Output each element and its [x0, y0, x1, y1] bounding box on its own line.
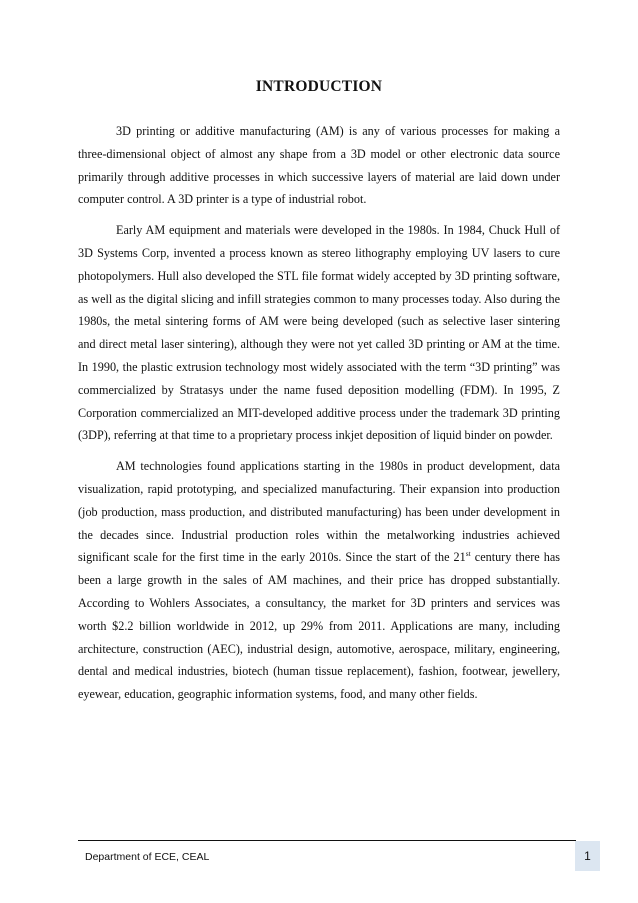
paragraph-applications	[78, 455, 560, 706]
paragraph-history	[78, 219, 560, 447]
paragraph-text: Early AM equipment and materials were developed in the 1980s. In 1984, Chuck Hull of 3D Systems Corp, invented a process known as stereo lithography employing UV lasers to cure photopolymers. Hull also developed the STL file format widely accepted by 3D printing software, as well as the digital slicing and infill strategies common to many processes today. Also during the 1980s, the metal sintering forms of AM were being developed (such as selective laser sintering and direct metal laser sintering), although they were not yet called 3D printing or AM at the time. In 1990, the plastic extrusion technology most widely associated with the term “3D printing” was commercialized by Stratasys under the name fused deposition modelling (FDM). In 1995, Z Corporation commercialized an MIT-developed additive process under the trademark 3D printing (3DP), referring at that time to a proprietary process inkjet deposition of liquid binder on powder.	[78, 223, 560, 443]
paragraph-text-before-superscript: AM technologies found applications starting in the 1980s in product development, data visualization, rapid prototyping, and specialized manufacturing. Their expansion into production (job production, mass production, and distributed manufacturing) has been under development in the decades since. Industrial production roles within the metalworking industries achieved significant scale for the first time in the early 2010s. Since the start of the 21	[78, 459, 560, 565]
footer-department: Department of ECE, CEAL	[85, 851, 210, 863]
footer-divider	[78, 840, 576, 841]
paragraph-intro	[78, 120, 560, 211]
ordinal-superscript: st	[465, 549, 471, 559]
page-number: 1	[584, 849, 591, 863]
page-title: INTRODUCTION	[255, 78, 383, 95]
body-text	[78, 120, 560, 714]
paragraph-text-after-superscript: century there has been a large growth in the sales of AM machines, and their price has dropped substantially. According to Wohlers Associates, a consultancy, the market for 3D printers and services was worth $2.2 billion worldwide in 2012, up 29% from 2011. Applications are many, including architecture, construction (AEC), industrial design, automotive, aerospace, military, engineering, dental and medical industries, biotech (human tissue replacement), fashion, footwear, jewellery, eyewear, education, geographic information systems, food, and many other fields.	[78, 550, 560, 702]
paragraph-text: 3D printing or additive manufacturing (AM) is any of various processes for making a three-dimensional object of almost any shape from a 3D model or other electronic data source primarily through additive processes in which successive layers of material are laid down under computer control. A 3D printer is a type of industrial robot.	[78, 124, 560, 207]
page-number-box	[575, 841, 600, 871]
